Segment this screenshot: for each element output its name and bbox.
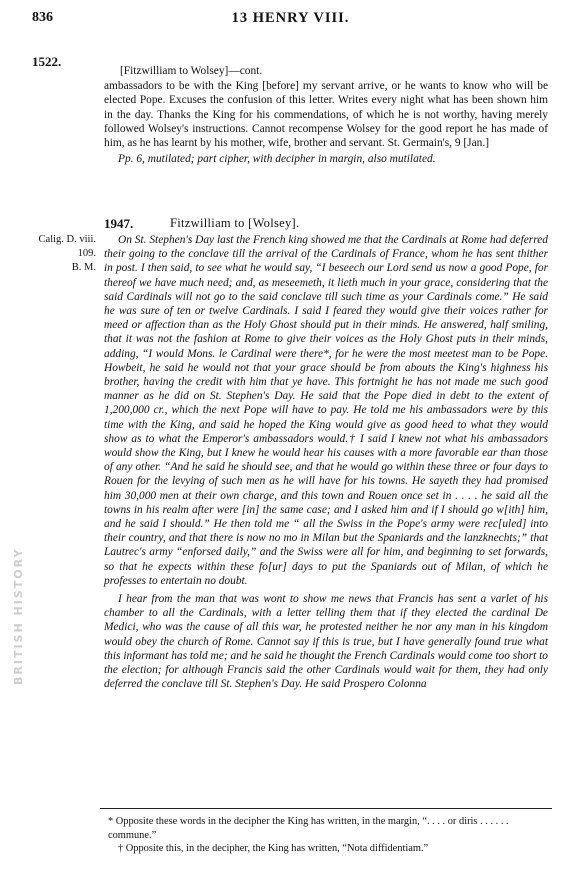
entry-paragraph: On St. Stephen's Day last the French king showed me that the Cardinals at Rome had deferred their going to the conclave till the arrival of the Cardinals of France, whom he has sent thither in post. I then said, to see what he would say, “I beseech our Lord send us now a good Pope, for thereof we have much need; and, as meseemeth, it lieth much in your grace, considering that the said Cardinals will not go to the said conclave till such time as your Cardinals come.” He said he was sure of ten or twelve Cardinals. I said I feared they would give their voices rather for meed or affection than as the Holy Ghost should put in their minds. He answered, half smiling, that it was not the fashion at Rome to give their voices as the Holy Ghost puts in their minds, adding, “I would Mons. le Cardinal were there*, for he were the most meetest man to be Pope. Howbeit, he said he would not that your grace should be from abouts the King's highness his brother, having the credit with him that ye have. This fortnight he has not made me such good manner as he did on St. Stephen's Day. He said that the Pope died in debt to the extent of 1,200,000 cr., which the next Pope will have to pay. He told me his ambassadors were by this time with the King, and said he hoped the King would give as good heed to what they would show as to what the Emperor's ambassadors would.† I said I knew not what his ambassadors would show the King, but I knew he would hear his causes with a more favorable ear than those of any other. “And he said he should see, and that he would go within these three or four days to Rouen for the levying of such men as he will have for his towns. He sayeth they had promised him 30,000 men at their own charge, and this town and Rouen once set in . . . . he said all the towns in his realm after were [in] the same case; and I asked him and if I should go w[ith] him, and he said I should.” He then told me “ all the Swiss in the Pope's army were rec[uled] into their country, and that there is now no mo in Milan but the Spaniards and the lanzknechts;” that Lautrec's army “enforsed daily,” and the Swiss were all for him, and beginning to set forwards, so that he expects within these fo[ur] days to put the Spaniards out of Milan, of which he professes to entertain no doubt.: [104, 234, 548, 587]
page-header: [32, 10, 549, 30]
year-marker: 1522.: [32, 54, 62, 69]
entry-continuation: [104, 64, 548, 166]
source-reference: [36, 233, 96, 275]
page-number: 836: [32, 10, 53, 25]
entry-paragraph: I hear from the man that was wont to show me news that Francis has sent a varlet of his chamber to all the Cardinals, with a letter telling them that if they elected the cardinal De Medici, who was the cause of all this war, he protested neither he nor any man in his kingdom would obey the church of Rome. Cannot say if this is true, but I have generally found true what this informant has told me; and he said he thought the French Cardinals would come too short to the election; for although Francis said the other Cardinals would wait for them, they had only deferred the conclave till St. Stephen's Day. He said Prospero Colonna: [104, 593, 548, 691]
entry-number: 1947.: [104, 216, 134, 231]
entry-continuation-title: [Fitzwilliam to Wolsey]—cont.: [120, 65, 263, 77]
source-reference-line: B. M.: [71, 262, 96, 273]
running-title: 13 HENRY VIII.: [231, 10, 350, 26]
footnote: * Opposite these words in the decipher the King has written, in the margin, “. . . . or diris . . . . . . commune.”: [108, 816, 509, 841]
footnote: † Opposite this, in the decipher, the King has written, “Nota diffidentiam.”: [118, 843, 429, 854]
footnotes: [108, 815, 548, 856]
entry-continuation-text: ambassadors to be with the King [before] my servant arrive, or he wants to know who will be elected Pope. Excuses the confusion of this letter. Writes every night what has been shown him in the day. Thanks the King for his commendations, of which he is not worthy, having merely followed Wolsey's instructions. Cannot recompense Wolsey for the good report he has made of him, as he has learnt by his mother, wife, brother and servant. St. Germain's, 9 [Jan.]: [104, 80, 548, 150]
entry-title: Fitzwilliam to [Wolsey].: [170, 216, 300, 230]
library-stamp-watermark: BRITISH HISTORY: [12, 547, 25, 685]
footnote-divider: [100, 808, 552, 809]
source-reference-line: Calig. D. viii.: [38, 234, 96, 245]
entry-body: [104, 233, 548, 692]
entry-continuation-note: Pp. 6, mutilated; part cipher, with decipher in margin, also mutilated.: [118, 153, 436, 166]
source-reference-line: 109.: [77, 248, 96, 259]
